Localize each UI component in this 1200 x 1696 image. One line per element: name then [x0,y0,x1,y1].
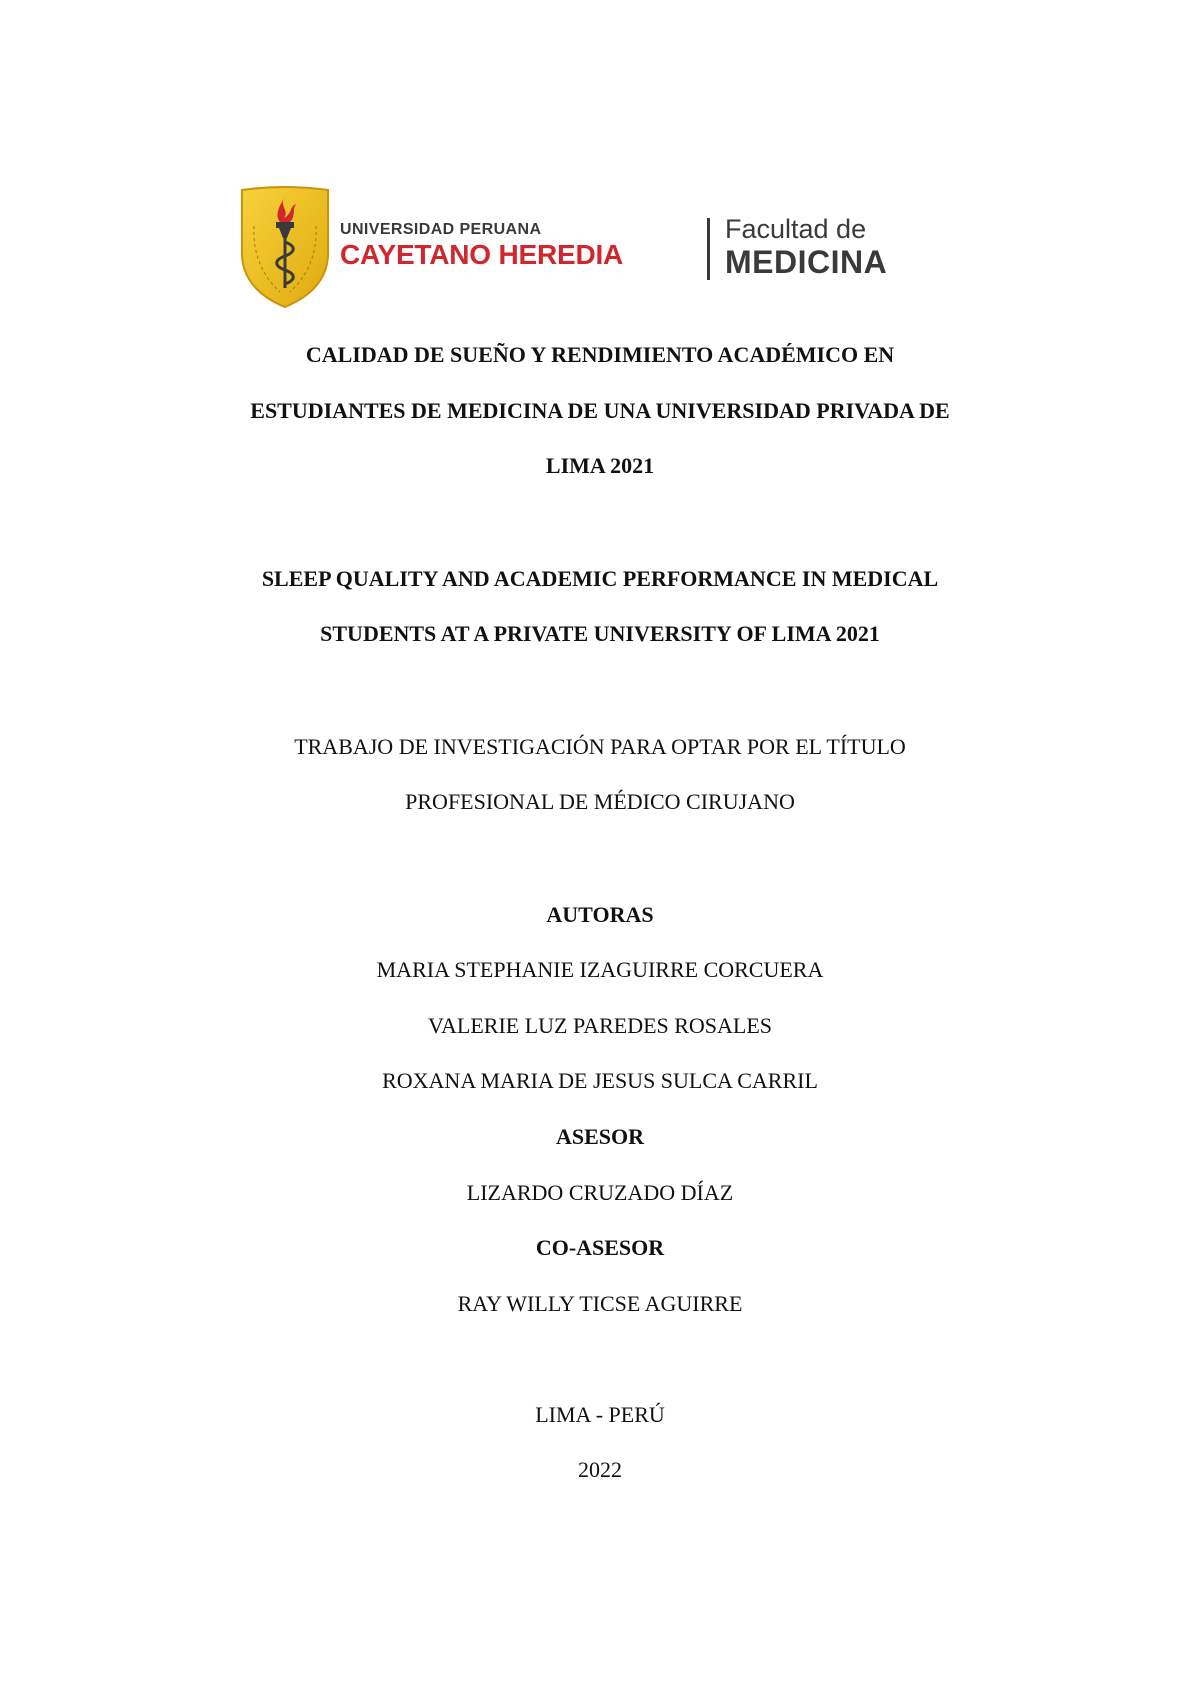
university-name [340,220,623,271]
faculty-name-line2: MEDICINA [725,244,888,280]
advisor-heading: ASESOR [555,1124,645,1149]
author-1: MARIA STEPHANIE IZAGUIRRE CORCUERA [376,957,824,982]
degree-line1: TRABAJO DE INVESTIGACIÓN PARA OPTAR POR EL TÍTULO [294,734,906,759]
coadvisor-heading: CO-ASESOR [535,1235,665,1260]
faculty-name-line1: Facultad de [725,214,867,244]
title-es-line2: ESTUDIANTES DE MEDICINA DE UNA UNIVERSIDAD PRIVADA DE [250,398,950,423]
title-es-line1: CALIDAD DE SUEÑO Y RENDIMIENTO ACADÉMICO EN [305,342,895,367]
university-logo [240,186,900,310]
title-es-line3: LIMA 2021 [545,453,655,478]
university-name-line2: CAYETANO HEREDIA [340,239,624,270]
faculty-name [725,214,887,280]
caduceus-torch-shield-icon [240,186,330,308]
advisor-name: LIZARDO CRUZADO DÍAZ [466,1180,734,1205]
title-en-line1: SLEEP QUALITY AND ACADEMIC PERFORMANCE IN MEDICAL [261,566,939,591]
author-3: ROXANA MARIA DE JESUS SULCA CARRIL [382,1068,818,1093]
coadvisor-name: RAY WILLY TICSE AGUIRRE [457,1291,743,1316]
year: 2022 [578,1457,622,1482]
authors-heading: AUTORAS [546,902,654,927]
logo-divider [707,218,710,280]
degree-line2: PROFESIONAL DE MÉDICO CIRUJANO [405,789,795,814]
place: LIMA - PERÚ [535,1402,665,1427]
university-name-line1: UNIVERSIDAD PERUANA [340,221,542,238]
author-2: VALERIE LUZ PAREDES ROSALES [427,1013,773,1038]
title-en-line2: STUDENTS AT A PRIVATE UNIVERSITY OF LIMA 2021 [320,621,880,646]
